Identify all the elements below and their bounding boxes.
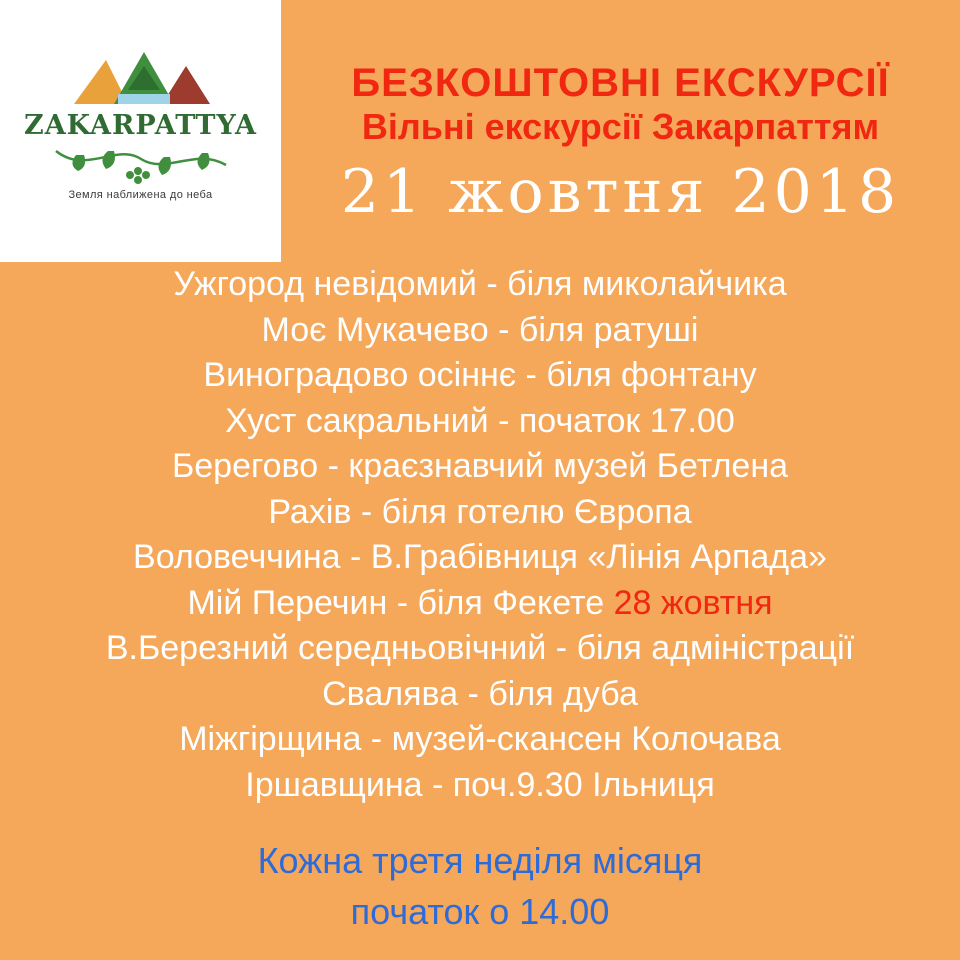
tour-item <box>0 444 960 490</box>
footer <box>0 835 960 937</box>
tour-item <box>0 353 960 399</box>
tour-item-note: 28 жовтня <box>613 583 773 622</box>
logo-wordmark: ZAKARPATTYA <box>24 110 257 141</box>
tour-item <box>0 399 960 445</box>
header-title-primary: БЕЗКОШТОВНІ ЕКСКУРСІЇ <box>351 61 890 105</box>
tour-item <box>0 581 960 627</box>
vine-ornament-icon <box>46 141 236 187</box>
tour-item-label: Берегово - краєзнавчий музей Бетлена <box>171 447 789 486</box>
tour-item <box>0 626 960 672</box>
tour-item-label: Хуст сакральний - початок 17.00 <box>225 401 735 440</box>
tour-item <box>0 308 960 354</box>
tour-item-label: В.Березний середньовічний - біля адміністрації <box>105 629 855 668</box>
logo-card <box>0 0 281 262</box>
tour-item <box>0 763 960 809</box>
tour-item-label: Воловеччина - В.Грабівниця «Лінія Арпада» <box>133 538 827 577</box>
tour-item-label: Свалява - біля дуба <box>322 674 638 713</box>
tour-item <box>0 717 960 763</box>
tour-item <box>0 672 960 718</box>
tour-item <box>0 535 960 581</box>
event-date: 21 жовтня 2018 <box>340 157 901 228</box>
footer-line-1: Кожна третя неділя місяця <box>257 840 703 881</box>
header <box>281 62 960 227</box>
tour-item-label: Мій Перечин - біля Фекете <box>187 583 614 622</box>
mountains-icon <box>66 46 216 108</box>
tour-item-label: Виноградово осіннє - біля фонтану <box>203 356 757 395</box>
tour-list <box>0 262 960 809</box>
tour-item-label: Міжгірщина - музей-скансен Колочава <box>179 720 781 759</box>
tour-item-label: Моє Мукачево - біля ратуші <box>261 310 699 349</box>
logo-tagline: Земля наближена до неба <box>68 189 213 201</box>
tour-item <box>0 262 960 308</box>
tour-item <box>0 490 960 536</box>
header-title-secondary: Вільні екскурсії Закарпаттям <box>361 106 880 147</box>
footer-line-2: початок о 14.00 <box>350 891 610 933</box>
tour-item-label: Іршавщина - поч.9.30 Ільниця <box>245 766 715 805</box>
tour-item-label: Ужгород невідомий - біля миколайчика <box>173 265 787 303</box>
tour-item-label: Рахів - біля готелю Європа <box>268 492 692 531</box>
